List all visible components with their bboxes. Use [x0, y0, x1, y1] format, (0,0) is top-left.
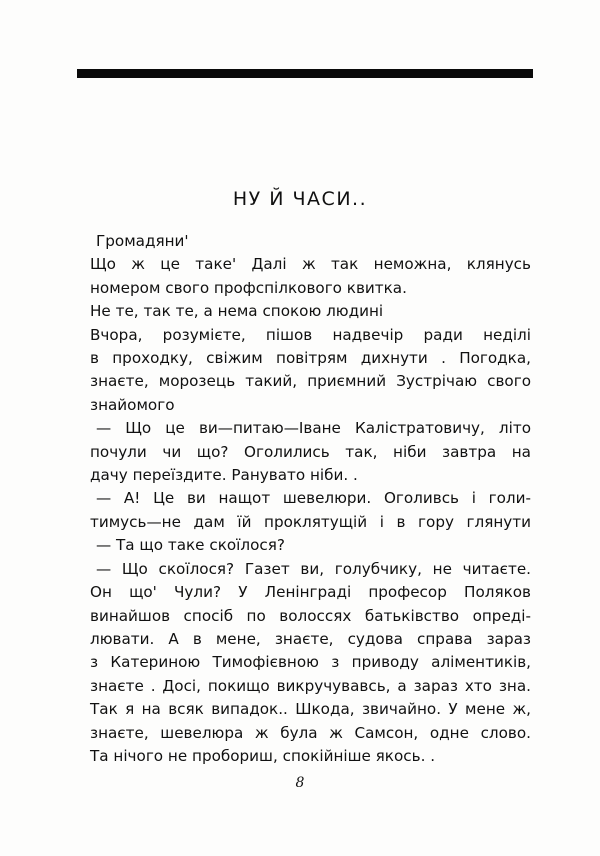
top-rule	[77, 69, 533, 78]
text-line: — Та що таке скоїлося?	[96, 536, 285, 555]
text-line: знаєте, шевелюра ж була ж Самсон, одне слово.	[90, 723, 531, 742]
text-line: Так я на всяк випадок.. Шкода, звичайно. У мене ж,	[90, 700, 531, 719]
text-line: з Катериною Тимофієвною з приводу аліментиків,	[90, 653, 531, 672]
text-line: — Що скоїлося? Газет ви, голубчику, не читаєте.	[96, 559, 531, 578]
text-line: знайомого	[90, 395, 175, 414]
body-text	[90, 230, 531, 768]
text-line: винайшов спосіб по волоссях батьківство опреді-	[90, 606, 531, 625]
text-line: Та нічого не пробориш, спокійніше якось. .	[90, 746, 436, 765]
text-line: Не те, так те, а нема спокою людині	[90, 302, 384, 321]
text-line: Що ж це таке' Далі ж так неможна, клянусь	[90, 255, 531, 274]
text-line: в проходку, свіжим повітрям дихнути . Погодка,	[90, 349, 531, 368]
text-line: Громадяни'	[96, 232, 189, 250]
text-line: — Що це ви—питаю—Іване Калістратовичу, літо	[96, 419, 531, 438]
text-line: тимусь—не дам їй проклятущій і в гору глянути	[90, 512, 531, 531]
text-line: лювати. А в мене, знаєте, судова справа зараз	[90, 629, 531, 648]
text-line: Он що' Чули? У Ленінграді професор Поляков	[90, 583, 531, 602]
text-line: дачу переїздите. Ранувато ніби. .	[90, 466, 358, 485]
text-line: знаєте . Досі, покищо викручувавсь, а зараз хто зна.	[90, 676, 531, 695]
text-line: — А! Це ви нащот шевелюри. Оголивсь і голи-	[96, 489, 531, 508]
text-line: знаєте, морозець такий, приємний Зустрічаю свого	[90, 372, 531, 391]
chapter-title: НУ Й ЧАСИ..	[232, 188, 368, 210]
page-number: 8	[295, 775, 305, 791]
text-line: номером свого профспілкового квитка.	[90, 278, 407, 297]
text-line: Вчора, розумієте, пішов надвечір ради неділі	[90, 325, 531, 344]
text-line: почули чи що? Оголились так, ніби завтра на	[90, 442, 531, 461]
